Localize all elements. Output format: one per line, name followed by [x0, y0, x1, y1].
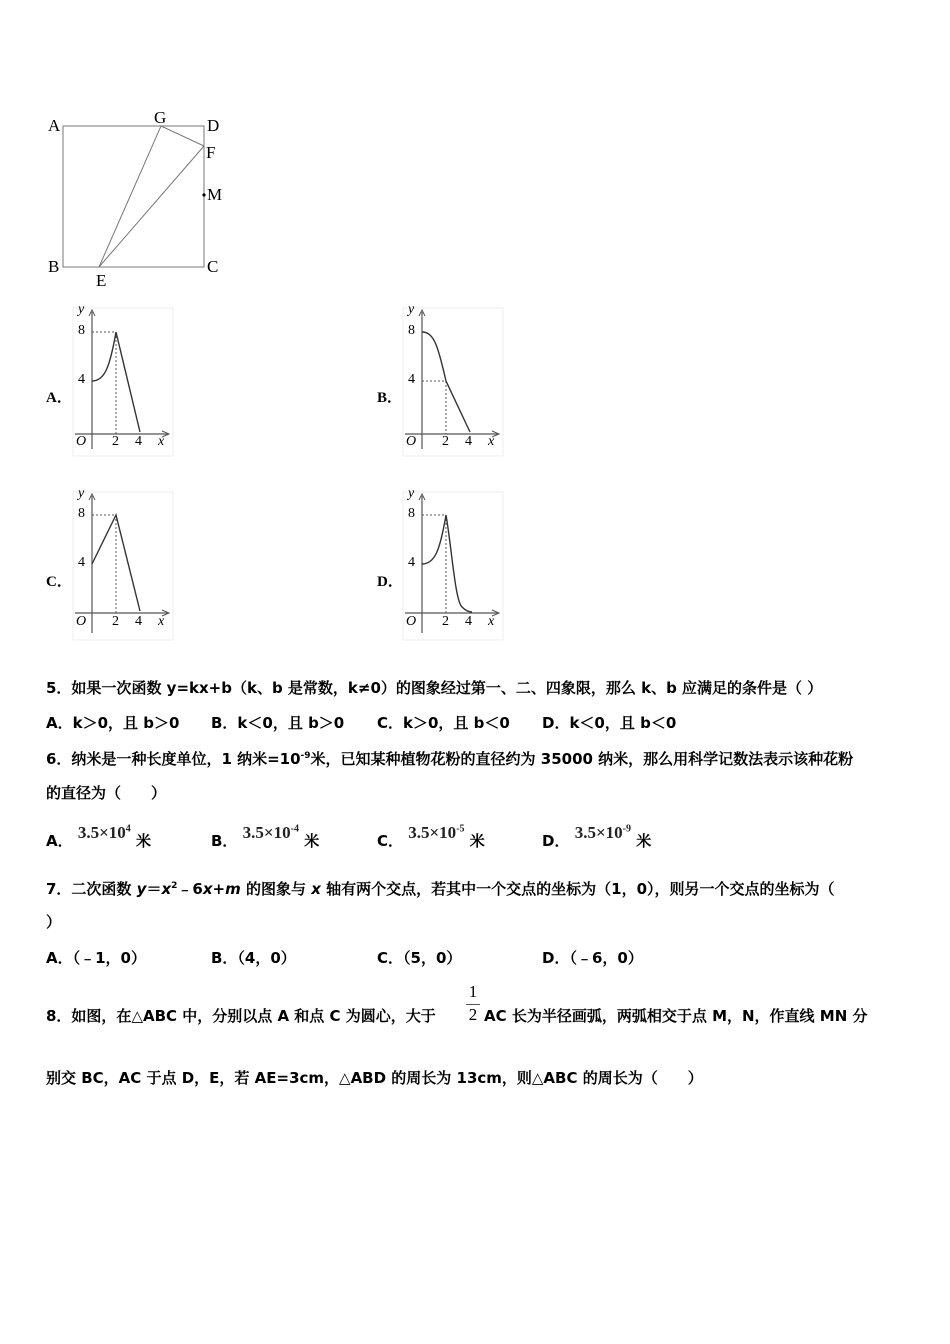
- graph-option-d-letter: D．: [377, 574, 403, 590]
- q7-stem-prefix: 7．二次函数: [46, 880, 137, 898]
- x-axis-label: x: [488, 434, 495, 449]
- q5-option-c: C．k＞0，且 b＜0: [377, 714, 510, 732]
- q6-option-d-exp: -9: [622, 823, 631, 835]
- question-6-stem-line2: 的直径为（ ）: [46, 784, 167, 802]
- graph-option-c: [70, 486, 175, 642]
- x-tick-4: 4: [135, 614, 142, 629]
- q6-option-a-value: [78, 823, 131, 842]
- x-tick-4: 4: [465, 434, 472, 449]
- q6-option-c-exp: -5: [456, 823, 465, 835]
- graph-option-c-letter: C．: [46, 574, 72, 590]
- x-axis-label: x: [158, 614, 165, 629]
- y-axis-label: y: [78, 302, 85, 317]
- y-axis-label: y: [408, 302, 415, 317]
- q6-option-a: [46, 822, 152, 850]
- origin-label: O: [76, 614, 87, 629]
- q7-eq-exp: 2: [171, 881, 178, 891]
- point-label-f: F: [206, 143, 216, 162]
- q7-stem-x-axis: x: [311, 880, 321, 898]
- graph-option-b-letter: B．: [377, 390, 403, 406]
- geometry-figure: [40, 100, 240, 300]
- q6-option-d-base: 3.5×10: [574, 823, 623, 842]
- q7-option-d: D．（﹣6，0）: [542, 949, 643, 967]
- q6-option-b-value: [243, 823, 299, 842]
- y-tick-8: 8: [408, 323, 415, 338]
- x-axis-label: x: [158, 434, 165, 449]
- q6-option-c: [377, 822, 485, 850]
- point-label-c: C: [207, 257, 219, 276]
- graph-option-d: [400, 486, 505, 642]
- q6-option-b-letter: B．: [211, 832, 238, 850]
- x-axis-label: x: [488, 614, 495, 629]
- q7-eq-x: x: [161, 880, 172, 898]
- q6-option-d-value: [575, 823, 631, 842]
- question-6-stem-line1: [46, 746, 853, 769]
- q7-eq-equals: ＝: [146, 880, 162, 898]
- y-tick-8: 8: [78, 506, 85, 521]
- q5-option-b: B．k＜0，且 b＞0: [211, 714, 345, 732]
- y-tick-4: 4: [78, 372, 85, 387]
- y-axis-label: y: [408, 486, 415, 501]
- q5-option-a: A．k＞0，且 b＞0: [46, 714, 180, 732]
- q7-stem-suffix: 轴有两个交点，若其中一个交点的坐标为（1，0），则另一个交点的坐标为（: [320, 880, 835, 898]
- q6-stem-part1: 6．纳米是一种长度单位，1 纳米=10: [46, 750, 301, 768]
- q6-option-b: [211, 822, 320, 850]
- x-tick-2: 2: [112, 434, 119, 449]
- q8-fraction: [466, 982, 480, 1025]
- graph-d-curve: [422, 515, 472, 612]
- question-7-stem-line1: [46, 876, 835, 899]
- x-tick-2: 2: [442, 434, 449, 449]
- q8-frac-numerator: 1: [468, 982, 478, 1001]
- q7-eq-minus6: ﹣6: [177, 880, 203, 898]
- q6-option-c-value: [408, 823, 464, 842]
- graph-option-a: [70, 302, 175, 458]
- origin-label: O: [76, 434, 87, 449]
- q7-option-c: C．（5，0）: [377, 949, 462, 967]
- point-label-d: D: [207, 116, 220, 135]
- graph-option-b: [400, 302, 505, 458]
- q6-option-a-letter: A．: [46, 832, 73, 850]
- x-tick-2: 2: [112, 614, 119, 629]
- point-label-e: E: [96, 271, 107, 290]
- q6-option-d-letter: D．: [542, 832, 570, 850]
- q6-option-a-exp: 4: [125, 823, 131, 835]
- q6-stem-exponent: -9: [300, 751, 311, 761]
- q7-eq-m: m: [225, 880, 241, 898]
- q7-stem-mid: 的图象与: [240, 880, 312, 898]
- point-label-m: M: [207, 185, 223, 204]
- x-tick-4: 4: [135, 434, 142, 449]
- question-5-stem: 5．如果一次函数 y=kx+b（k、b 是常数，k≠0）的图象经过第一、二、四象限，那么 k、b 应满足的条件是（ ）: [46, 679, 823, 697]
- origin-label: O: [406, 434, 417, 449]
- q7-option-a: A．（﹣1，0）: [46, 949, 146, 967]
- q7-eq-x2: x: [202, 880, 213, 898]
- origin-label: O: [406, 614, 417, 629]
- x-tick-2: 2: [442, 614, 449, 629]
- y-tick-4: 4: [408, 372, 415, 387]
- q6-option-d: [542, 822, 652, 850]
- y-tick-4: 4: [408, 555, 415, 570]
- q6-option-a-unit: 米: [136, 832, 152, 850]
- point-label-g: G: [154, 108, 167, 127]
- y-tick-8: 8: [408, 506, 415, 521]
- question-8-stem-line1b: AC 长为半径画弧，两弧相交于点 M，N，作直线 MN 分: [484, 1007, 868, 1025]
- question-7-stem-line2: ）: [46, 913, 62, 931]
- graph-option-a-letter: A．: [46, 390, 72, 406]
- q6-option-a-base: 3.5×10: [77, 823, 126, 842]
- q6-option-d-unit: 米: [636, 832, 652, 850]
- q5-option-d: D．k＜0，且 b＜0: [542, 714, 677, 732]
- y-tick-8: 8: [78, 323, 85, 338]
- q6-option-b-base: 3.5×10: [242, 823, 291, 842]
- q6-option-b-unit: 米: [304, 832, 320, 850]
- question-8-stem-line2: 别交 BC，AC 于点 D，E，若 AE=3cm，△ABD 的周长为 13cm，则△ABC 的周长为（ ）: [46, 1069, 703, 1087]
- q6-option-c-letter: C．: [377, 832, 404, 850]
- q7-eq-plus: +: [212, 880, 226, 898]
- q6-stem-part2: 米，已知某种植物花粉的直径约为 35000 纳米，那么用科学记数法表示该种花粉: [310, 750, 854, 768]
- point-label-b: B: [48, 257, 60, 276]
- y-axis-label: y: [78, 486, 85, 501]
- question-8-stem-line1a: 8．如图，在△ABC 中，分别以点 A 和点 C 为圆心，大于: [46, 1007, 436, 1025]
- point-label-a: A: [48, 116, 61, 135]
- q7-eq-y: y: [136, 880, 147, 898]
- x-tick-4: 4: [465, 614, 472, 629]
- q6-option-c-unit: 米: [469, 832, 485, 850]
- q6-option-b-exp: -4: [290, 823, 299, 835]
- q6-option-c-base: 3.5×10: [408, 823, 457, 842]
- q8-frac-denominator: 2: [468, 1005, 478, 1024]
- q7-option-b: B．（4，0）: [211, 949, 296, 967]
- y-tick-4: 4: [78, 555, 85, 570]
